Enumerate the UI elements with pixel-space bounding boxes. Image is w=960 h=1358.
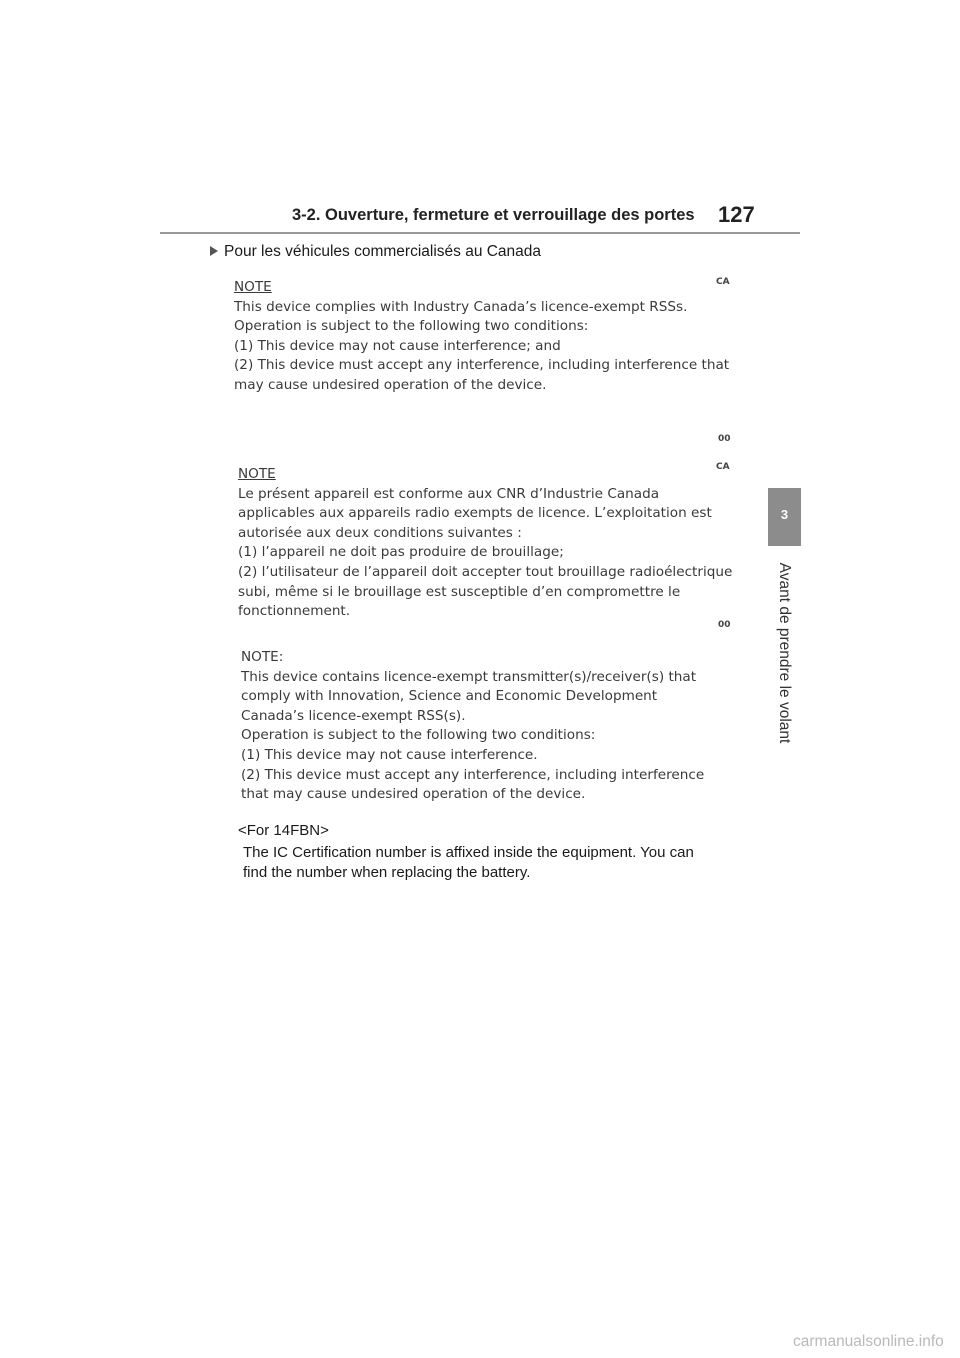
notice-line: Operation is subject to the following two conditions:	[234, 318, 589, 335]
notice-english	[234, 278, 729, 396]
notice-line: This device contains licence-exempt transmitter(s)/receiver(s) that	[241, 668, 697, 685]
notice-line: Canada’s licence-exempt RSS(s).	[241, 707, 466, 724]
notice-line: autorisée aux deux conditions suivantes :	[238, 524, 522, 541]
notice-line: (2) This device must accept any interference, including interference	[241, 766, 705, 783]
watermark: carmanualsonline.info	[793, 1333, 944, 1350]
notice-code-bottom: 00	[718, 434, 731, 444]
notice-line: (1) This device may not cause interference; and	[234, 337, 561, 354]
section-title: 3-2. Ouverture, fermeture et verrouillage des portes	[292, 206, 695, 224]
fbn-label: <For 14FBN>	[238, 822, 329, 839]
notice-line: Operation is subject to the following two conditions:	[241, 727, 596, 744]
notice-code-bottom: 00	[718, 620, 731, 630]
chapter-number: 3	[780, 507, 789, 522]
notice-code-top: CA	[716, 462, 730, 472]
market-bullet-text: Pour les véhicules commercialisés au Canada	[224, 243, 542, 260]
notice-line: subi, même si le brouillage est susceptible d’en compromettre le	[238, 583, 681, 600]
fbn-text	[243, 843, 694, 882]
page-number: 127	[718, 202, 755, 227]
fbn-line: The IC Certification number is affixed inside the equipment. You can	[243, 844, 694, 861]
notice-french	[238, 465, 732, 622]
notice-heading: NOTE:	[241, 649, 284, 665]
notice-heading: NOTE	[234, 279, 272, 295]
notice-line: may cause undesired operation of the device.	[234, 376, 547, 393]
notice-line: fonctionnement.	[238, 603, 351, 620]
notice-code-top: CA	[716, 277, 730, 287]
notice-line: (2) This device must accept any interference, including interference that	[234, 357, 730, 374]
notice-line: (2) l’utilisateur de l’appareil doit accepter tout brouillage radioélectrique	[238, 563, 733, 580]
market-bullet	[210, 243, 541, 261]
notice-ised	[241, 648, 704, 805]
notice-line: (1) l’appareil ne doit pas produire de brouillage;	[238, 544, 564, 561]
notice-line: applicables aux appareils radio exempts de licence. L’exploitation est	[238, 505, 712, 522]
notice-line: (1) This device may not cause interference.	[241, 746, 538, 763]
chapter-tab	[768, 488, 801, 546]
header-divider	[160, 232, 800, 234]
triangle-bullet-icon	[210, 246, 218, 256]
notice-line: Le présent appareil est conforme aux CNR d’Industrie Canada	[238, 485, 660, 502]
notice-line: This device complies with Industry Canada’s licence-exempt RSSs.	[234, 298, 688, 315]
chapter-label: Avant de prendre le volant	[776, 562, 793, 744]
notice-heading: NOTE	[238, 466, 276, 482]
notice-line: comply with Innovation, Science and Economic Development	[241, 688, 658, 705]
notice-line: that may cause undesired operation of the device.	[241, 786, 586, 803]
fbn-line: find the number when replacing the battery.	[243, 863, 531, 881]
